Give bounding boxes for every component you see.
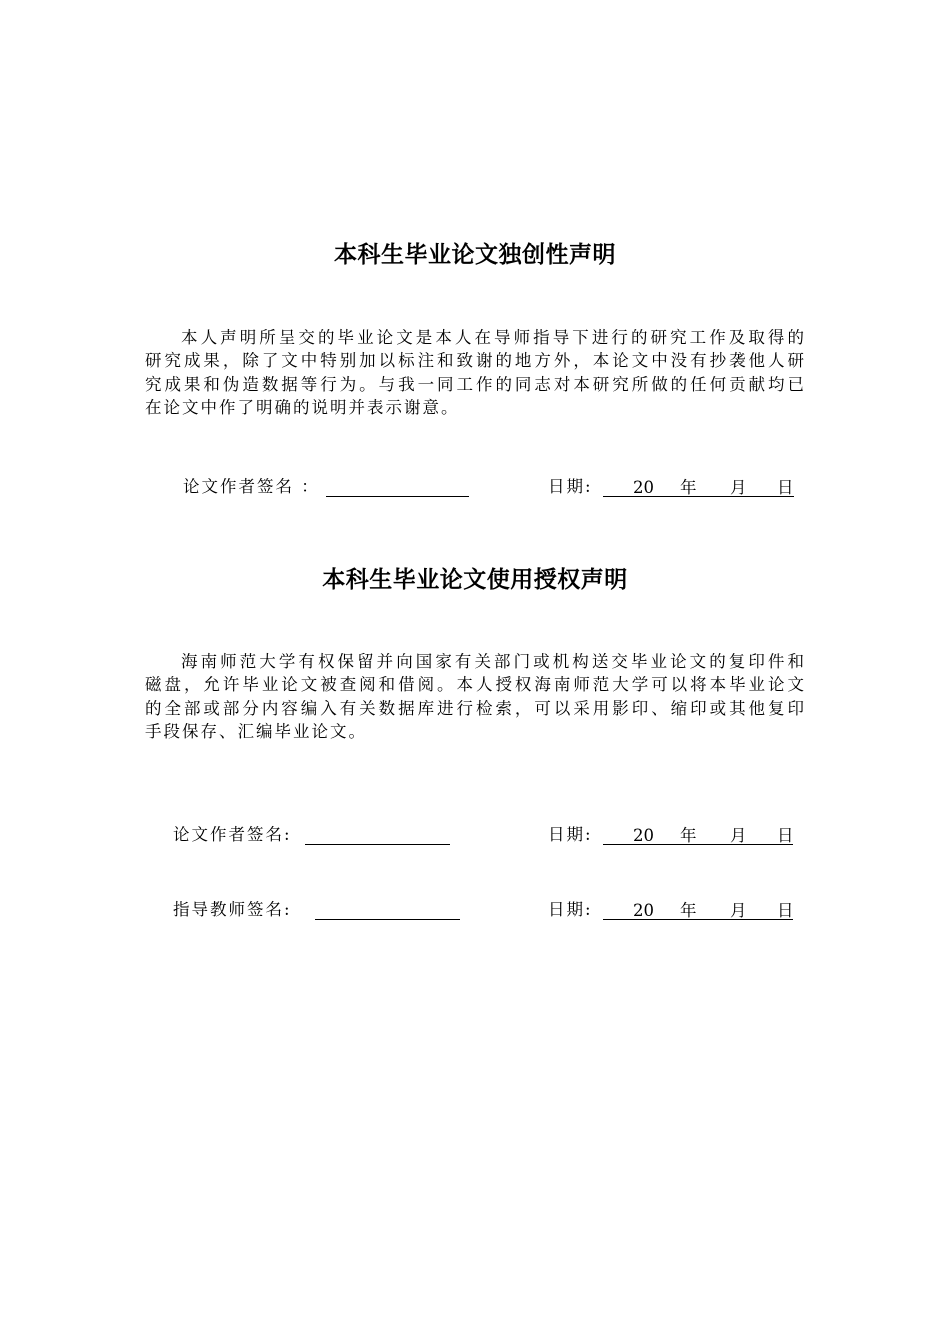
body-line: 磁盘，允许毕业论文被查阅和借阅。本人授权海南师范大学可以将本毕业论文 bbox=[145, 675, 806, 695]
author-signature-label-1: 论文作者签名 ： bbox=[183, 477, 320, 496]
originality-declaration-title: 本科生毕业论文独创性声明 bbox=[334, 242, 616, 268]
date-year-unit: 年 bbox=[680, 901, 697, 920]
date-day-unit: 日 bbox=[777, 901, 794, 920]
authorization-declaration-body bbox=[145, 650, 806, 743]
date-day-unit: 日 bbox=[777, 478, 794, 497]
body-line: 研究成果，除了文中特别加以标注和致谢的地方外，本论文中没有抄袭他人研 bbox=[145, 351, 806, 371]
advisor-signature-label: 指导教师签名: bbox=[173, 900, 292, 919]
originality-declaration-body bbox=[145, 326, 806, 419]
date-month-unit: 月 bbox=[730, 478, 747, 497]
author-signature-field-2[interactable] bbox=[305, 824, 450, 845]
author-signature-field-1[interactable] bbox=[326, 476, 469, 497]
date-year: 20 bbox=[633, 826, 654, 845]
date-month-unit: 月 bbox=[730, 901, 747, 920]
authorization-declaration-title: 本科生毕业论文使用授权声明 bbox=[322, 567, 628, 593]
body-line: 手段保存、汇编毕业论文。 bbox=[145, 721, 367, 741]
body-line: 海南师范大学有权保留并向国家有关部门或机构送交毕业论文的复印件和 bbox=[181, 652, 806, 671]
author-signature-label-2: 论文作者签名: bbox=[173, 825, 292, 844]
date-label-2: 日期: bbox=[548, 825, 593, 844]
date-month-unit: 月 bbox=[730, 826, 747, 845]
body-line: 的全部或部分内容编入有关数据库进行检索，可以采用影印、缩印或其他复印 bbox=[145, 698, 806, 718]
date-label-1: 日期: bbox=[548, 477, 593, 496]
date-field-3[interactable] bbox=[603, 899, 793, 920]
date-field-2[interactable] bbox=[603, 824, 793, 845]
date-year: 20 bbox=[633, 478, 654, 497]
date-year-unit: 年 bbox=[680, 478, 697, 497]
body-line: 究成果和伪造数据等行为。与我一同工作的同志对本研究所做的任何贡献均已 bbox=[145, 374, 806, 394]
body-line: 本人声明所呈交的毕业论文是本人在导师指导下进行的研究工作及取得的 bbox=[181, 328, 806, 347]
date-label-3: 日期: bbox=[548, 900, 593, 919]
date-field-1[interactable] bbox=[603, 476, 794, 497]
advisor-signature-field[interactable] bbox=[315, 899, 460, 920]
date-year: 20 bbox=[633, 901, 654, 920]
date-day-unit: 日 bbox=[777, 826, 794, 845]
date-year-unit: 年 bbox=[680, 826, 697, 845]
body-line: 在论文中作了明确的说明并表示谢意。 bbox=[145, 397, 460, 417]
